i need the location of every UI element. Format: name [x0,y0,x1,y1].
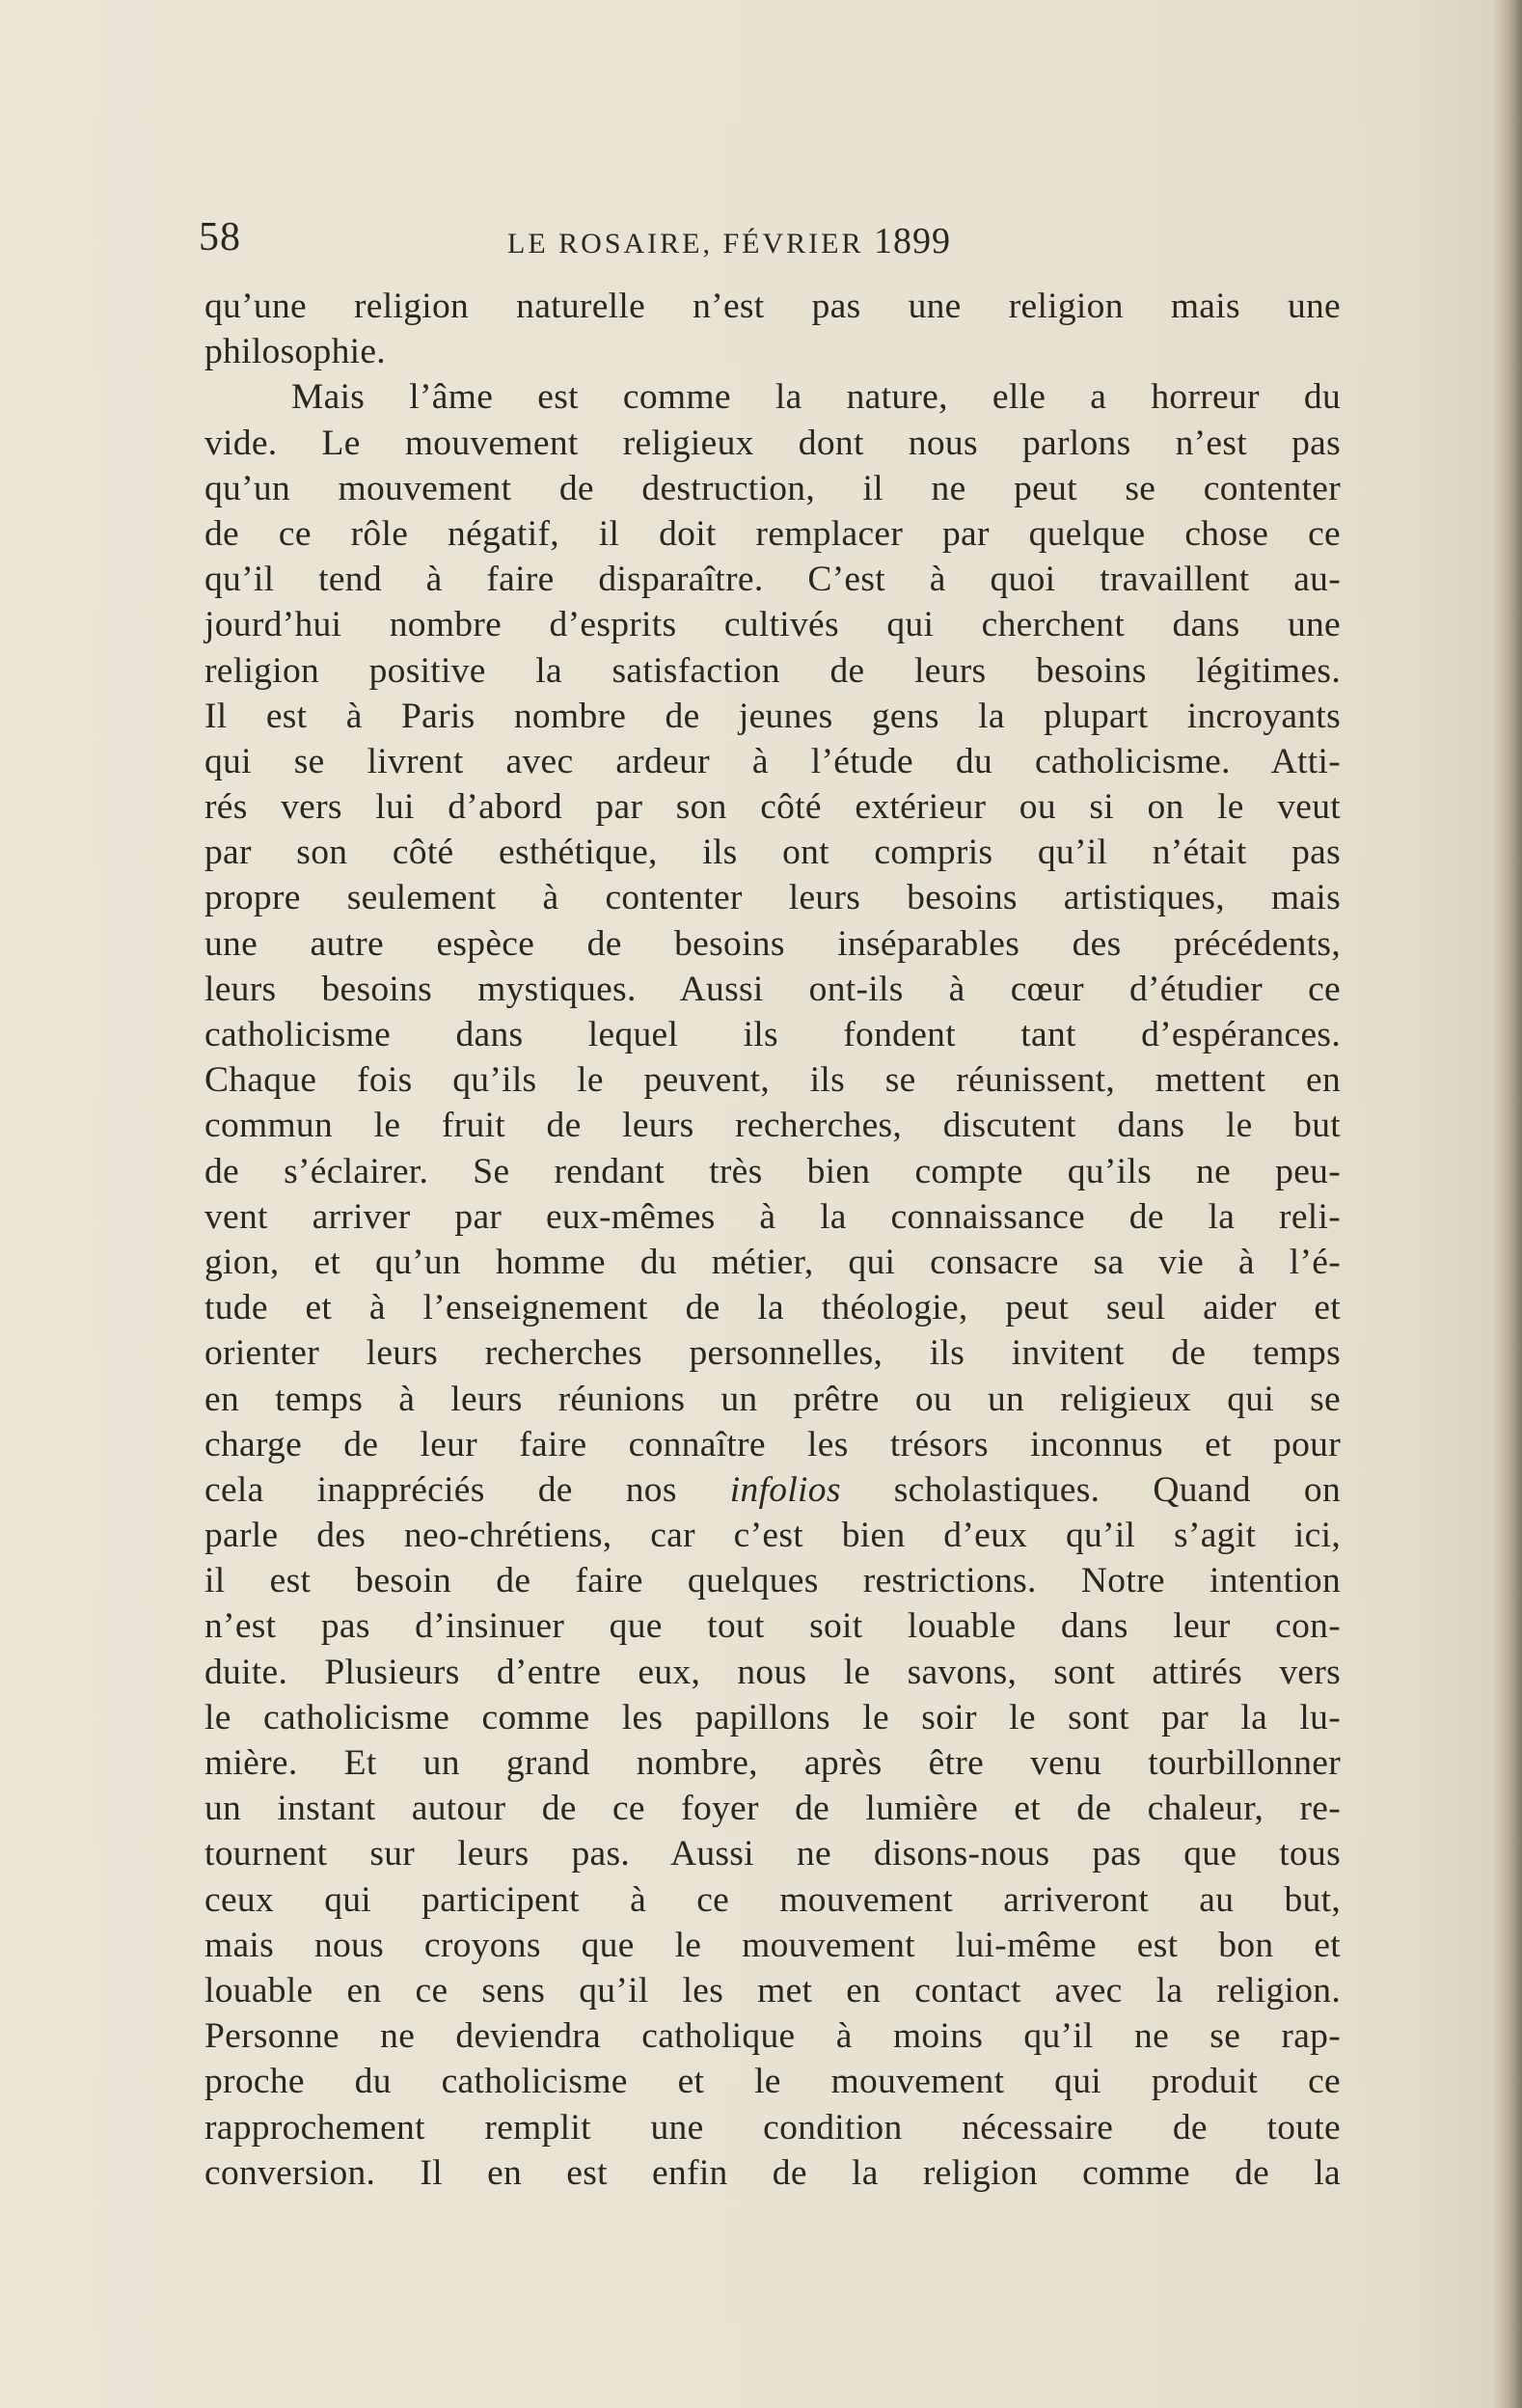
text-line: qui se livrent avec ardeur à l’étude du catholicisme. Atti- [204,741,1341,781]
text-line: un instant autour de ce foyer de lumière et de chaleur, re- [204,1789,1341,1829]
text-line: jourd’hui nombre d’esprits cultivés qui cherchent dans une [204,605,1341,645]
text-line: de ce rôle négatif, il doit remplacer par quelque chose ce [204,513,1341,554]
text-line: qu’une religion naturelle n’est pas une religion mais une [204,287,1341,326]
text-line-infolios [204,1467,1341,1513]
text-line: ceux qui participent à ce mouvement arriveront au but, [204,1879,1341,1920]
page-edge-shadow [1493,0,1522,2408]
running-head [507,220,951,262]
text-line: gion, et qu’un homme du métier, qui consacre sa vie à l’é- [204,1242,1341,1282]
italic-word: infolios [729,1469,841,1510]
text-line: qu’il tend à faire disparaître. C’est à quoi travaillent au- [204,560,1341,600]
body-text [204,284,1341,2196]
text-line: propre seulement à contenter leurs besoins artistiques, mais [204,878,1341,918]
text-line: Il est à Paris nombre de jeunes gens la plupart incroyants [204,696,1341,736]
text-line: tude et à l’enseignement de la théologie, peut seul aider et [204,1288,1341,1328]
running-head-title: LE ROSAIRE, FÉVRIER [507,228,864,260]
text-line: rapprochement remplit une condition nécessaire de toute [204,2107,1341,2148]
text-line: duite. Plusieurs d’entre eux, nous le savons, sont attirés vers [204,1652,1341,1692]
text-line: leurs besoins mystiques. Aussi ont-ils à cœur d’étudier ce [204,969,1341,1009]
running-head-year: 1899 [874,221,952,261]
page-header [199,214,1047,268]
text-line: Personne ne deviendra catholique à moins qu’il ne se rap- [204,2016,1341,2057]
text-line: une autre espèce de besoins inséparables des précédents, [204,923,1341,964]
text-line: philosophie. [204,332,386,372]
text-line: rés vers lui d’abord par son côté extérieur ou si on le veut [204,787,1341,828]
text-line: vent arriver par eux-mêmes à la connaissance de la reli- [204,1196,1341,1237]
text-line: tournent sur leurs pas. Aussi ne disons-nous pas que tous [204,1834,1341,1874]
text-line: parle des neo-chrétiens, car c’est bien d’eux qu’il s’agit ici, [204,1516,1341,1556]
text-line: proche du catholicisme et le mouvement qui produit ce [204,2062,1341,2102]
text-line: mais nous croyons que le mouvement lui-même est bon et [204,1925,1341,1965]
text-fragment: cela inappréciés de nos [204,1469,730,1510]
text-line: qu’un mouvement de destruction, il ne peut se contenter [204,468,1341,508]
text-line: il est besoin de faire quelques restrictions. Notre intention [204,1561,1341,1601]
text-line: de s’éclairer. Se rendant très bien compte qu’ils ne peu- [204,1151,1341,1191]
text-line: mière. Et un grand nombre, après être venu tourbillonner [204,1743,1341,1783]
text-line: en temps à leurs réunions un prêtre ou un religieux qui se [204,1379,1341,1419]
text-line: par son côté esthétique, ils ont compris qu’il n’était pas [204,833,1341,873]
text-line: conversion. Il en est enfin de la religion comme de la [204,2152,1341,2193]
text-line: vide. Le mouvement religieux dont nous parlons n’est pas [204,423,1341,463]
text-fragment: scholastiques. Quand on [840,1469,1341,1510]
page-number: 58 [199,215,241,260]
text-line: Mais l’âme est comme la nature, elle a horreur du [291,377,1341,418]
text-line: Chaque fois qu’ils le peuvent, ils se réunissent, mettent en [204,1060,1341,1101]
text-line: catholicisme dans lequel ils fondent tant d’espérances. [204,1015,1341,1054]
text-line: commun le fruit de leurs recherches, discutent dans le but [204,1106,1341,1146]
text-line: charge de leur faire connaître les trésors inconnus et pour [204,1424,1341,1464]
text-line: religion positive la satisfaction de leurs besoins légitimes. [204,650,1341,691]
text-line: orienter leurs recherches personnelles, ils invitent de temps [204,1333,1341,1374]
text-line: le catholicisme comme les papillons le soir le sont par la lu- [204,1697,1341,1738]
text-line: n’est pas d’insinuer que tout soit louable dans leur con- [204,1606,1341,1647]
text-line: louable en ce sens qu’il les met en contact avec la religion. [204,1970,1341,2011]
